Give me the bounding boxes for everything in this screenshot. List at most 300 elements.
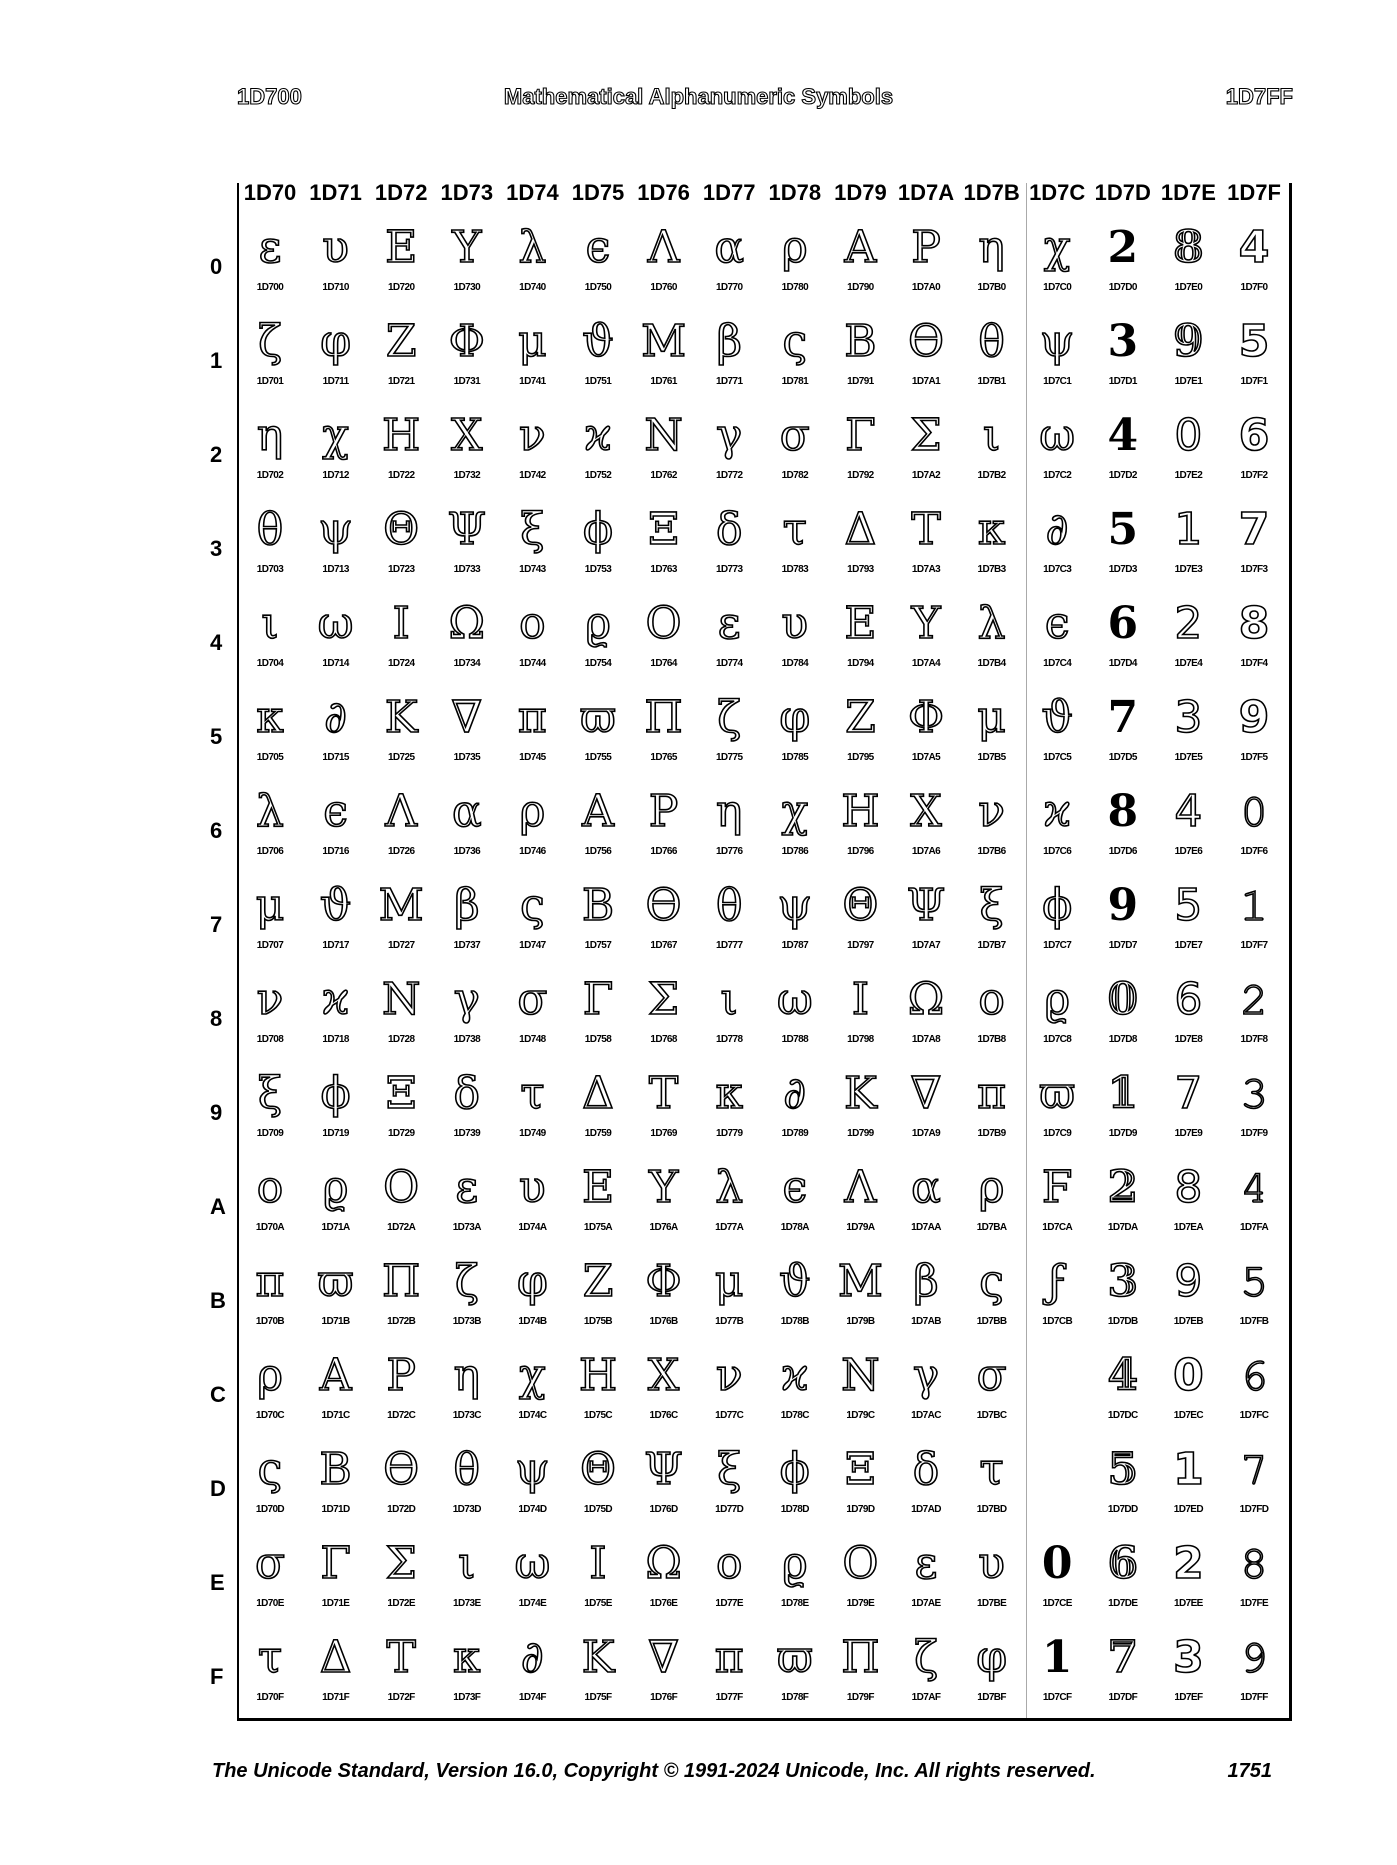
chart-cell: [434, 970, 500, 1064]
chart-cell: [237, 1534, 303, 1628]
code-point-label: 1D7F3: [1240, 564, 1268, 575]
chart-cell: [762, 1440, 828, 1534]
code-point-label: 1D7C5: [1043, 752, 1072, 763]
glyph: τ: [257, 1632, 283, 1683]
glyph: ϱ: [781, 1538, 808, 1589]
code-point-label: 1D7EC: [1173, 1410, 1204, 1421]
glyph: Ρ: [911, 222, 941, 273]
chart-cell: [1155, 688, 1221, 782]
code-point-label: 1D713: [322, 564, 349, 575]
glyph: Τ: [648, 1068, 679, 1119]
glyph: 𝟣: [1174, 504, 1203, 555]
chart-cell: [631, 406, 697, 500]
chart-cell: [631, 312, 697, 406]
chart-cell: [565, 218, 631, 312]
glyph: Ν: [381, 974, 421, 1025]
chart-cell: [762, 688, 828, 782]
code-point-label: 1D75F: [584, 1692, 612, 1703]
code-point-label: 1D75C: [583, 1410, 613, 1421]
chart-cell: [893, 1440, 959, 1534]
chart-cell: [368, 970, 434, 1064]
code-point-label: 1D787: [781, 940, 809, 951]
code-point-label: 1D73E: [453, 1598, 481, 1609]
chart-cell: [434, 1346, 500, 1440]
code-point-label: 1D7A8: [911, 1034, 941, 1045]
code-point-label: 1D740: [519, 282, 546, 293]
page-title: Mathematical Alphanumeric Symbols: [503, 84, 894, 109]
code-point-label: 1D7BB: [976, 1316, 1007, 1327]
glyph: 𝟴: [1238, 598, 1270, 649]
glyph: 𝟒: [1107, 410, 1139, 461]
chart-cell: [434, 218, 500, 312]
chart-cell: [827, 1534, 893, 1628]
code-point-label: 1D7AA: [911, 1222, 941, 1233]
glyph: 𝟵: [1238, 692, 1270, 743]
column-header: 1D78: [768, 180, 822, 205]
chart-cell: [1024, 1534, 1090, 1628]
code-point-label: 1D74D: [518, 1504, 547, 1515]
code-point-label: 1D7F6: [1240, 846, 1268, 857]
code-point-label: 1D7B0: [977, 282, 1006, 293]
code-point-label: 1D794: [847, 658, 874, 669]
code-point-label: 1D7C3: [1043, 564, 1072, 575]
code-point-label: 1D7BD: [976, 1504, 1007, 1515]
code-point-label: 1D7DB: [1107, 1316, 1138, 1327]
chart-cell: [631, 1252, 697, 1346]
code-point-label: 1D76C: [649, 1410, 678, 1421]
row-header: 2: [210, 442, 223, 467]
glyph: 𝟮: [1173, 1538, 1204, 1589]
glyph: Ζ: [582, 1256, 614, 1307]
glyph: Λ: [647, 222, 680, 273]
chart-cell: [959, 1252, 1025, 1346]
glyph: 𝟫: [1174, 1256, 1203, 1307]
chart-cell: [237, 782, 303, 876]
code-point-label: 1D7D3: [1108, 564, 1137, 575]
chart-cell: [827, 688, 893, 782]
code-point-label: 1D7AC: [911, 1410, 941, 1421]
chart-cell: [1221, 688, 1287, 782]
chart-cell: [631, 1534, 697, 1628]
row-header: 7: [210, 912, 223, 937]
code-point-label: 1D779: [715, 1128, 743, 1139]
glyph: ϑ: [582, 316, 614, 367]
chart-cell: [696, 782, 762, 876]
range-start-label: 1D700: [237, 84, 302, 109]
glyph: ν: [519, 410, 546, 461]
chart-cell: [893, 1158, 959, 1252]
glyph: μ: [714, 1256, 744, 1307]
chart-cell: [565, 312, 631, 406]
code-point-label: 1D70A: [255, 1222, 285, 1233]
chart-cell: [762, 406, 828, 500]
glyph: Γ: [845, 410, 876, 461]
chart-cell: [565, 594, 631, 688]
glyph: 𝟩: [1174, 1068, 1203, 1119]
chart-cell: [696, 1064, 762, 1158]
glyph: 𝟲: [1238, 410, 1270, 461]
code-point-label: 1D762: [650, 470, 677, 481]
code-point-label: 1D7E9: [1174, 1128, 1203, 1139]
code-point-label: 1D719: [322, 1128, 349, 1139]
code-point-label: 1D7E7: [1174, 940, 1203, 951]
glyph: ι: [458, 1538, 476, 1589]
code-point-label: 1D73C: [452, 1410, 481, 1421]
chart-cell: [893, 688, 959, 782]
glyph: Κ: [843, 1068, 877, 1119]
chart-cell: [434, 1534, 500, 1628]
code-point-label: 1D71B: [321, 1316, 350, 1327]
chart-cell: [499, 594, 565, 688]
code-point-label: 1D765: [650, 752, 677, 763]
chart-cell: [696, 876, 762, 970]
chart-cell: [499, 218, 565, 312]
chart-cell: [1024, 970, 1090, 1064]
code-point-label: 1D786: [781, 846, 809, 857]
chart-cell: [959, 312, 1025, 406]
glyph: ν: [256, 974, 284, 1025]
glyph: Β: [844, 316, 877, 367]
code-point-label: 1D7E1: [1174, 376, 1203, 387]
code-point-label: 1D79C: [846, 1410, 875, 1421]
code-point-label: 1D767: [650, 940, 677, 951]
code-point-label: 1D797: [847, 940, 874, 951]
code-point-label: 1D736: [453, 846, 481, 857]
glyph: ι: [982, 410, 1001, 461]
code-point-label: 1D7DF: [1108, 1692, 1138, 1703]
chart-cell: [434, 406, 500, 500]
code-point-label: 1D7ED: [1173, 1504, 1204, 1515]
code-point-label: 1D7B9: [977, 1128, 1006, 1139]
chart-cell: [1024, 876, 1090, 970]
chart-cell: [959, 1346, 1025, 1440]
glyph: ι: [720, 974, 738, 1025]
glyph: 𝟺: [1239, 1162, 1269, 1213]
glyph: Η: [382, 410, 421, 461]
chart-cell: [565, 1534, 631, 1628]
code-point-label: 1D796: [847, 846, 874, 857]
code-point-label: 1D7BF: [977, 1692, 1006, 1703]
glyph: ι: [261, 598, 279, 649]
chart-cell: [237, 688, 303, 782]
glyph: Σ: [910, 410, 942, 461]
glyph: υ: [781, 598, 809, 649]
chart-cell: [1090, 406, 1156, 500]
chart-cell: [893, 406, 959, 500]
glyph: ∂: [783, 1068, 807, 1119]
chart-cell: [696, 1440, 762, 1534]
code-point-label: 1D7AD: [911, 1504, 941, 1515]
code-point-label: 1D7DE: [1108, 1598, 1138, 1609]
glyph: Υ: [452, 222, 482, 273]
chart-cell: [827, 876, 893, 970]
code-point-label: 1D750: [584, 282, 612, 293]
chart-cell: [959, 594, 1025, 688]
glyph: δ: [715, 504, 743, 555]
chart-cell: [1024, 406, 1090, 500]
chart-cell: [959, 500, 1025, 594]
code-point-label: 1D788: [781, 1034, 809, 1045]
glyph: ω: [1039, 410, 1076, 461]
code-point-label: 1D751: [584, 376, 612, 387]
glyph: Χ: [647, 1350, 680, 1401]
chart-cell: [1024, 500, 1090, 594]
code-point-label: 1D735: [453, 752, 481, 763]
code-point-label: 1D77D: [715, 1504, 744, 1515]
chart-cell: [434, 1440, 500, 1534]
glyph: ψ: [777, 880, 813, 931]
glyph: η: [453, 1350, 480, 1401]
glyph: ϴ: [907, 316, 945, 367]
glyph: ε: [717, 598, 741, 649]
code-point-label: 1D73A: [452, 1222, 481, 1233]
chart-cell: [762, 1534, 828, 1628]
chart-cell: [1155, 406, 1221, 500]
chart-cell: [631, 1440, 697, 1534]
code-point-label: 1D755: [584, 752, 612, 763]
code-point-label: 1D7DD: [1107, 1504, 1138, 1515]
code-point-label: 1D7A1: [911, 376, 941, 387]
chart-cell: [1090, 1064, 1156, 1158]
glyph: Χ: [451, 410, 483, 461]
code-point-label: 1D737: [453, 940, 481, 951]
chart-cell: [368, 1628, 434, 1722]
glyph: Π: [644, 692, 683, 743]
glyph: υ: [978, 1538, 1005, 1589]
glyph: 𝟞: [1107, 1538, 1139, 1589]
glyph: 𝟷: [1239, 880, 1269, 931]
glyph: ∂: [521, 1632, 544, 1683]
chart-cell: [565, 500, 631, 594]
code-point-label: 1D763: [650, 564, 677, 575]
glyph: ϕ: [779, 1444, 810, 1495]
chart-cell: [499, 1628, 565, 1722]
code-point-label: 1D75D: [583, 1504, 613, 1515]
chart-cell: [631, 218, 697, 312]
code-point-label: 1D7F1: [1240, 376, 1268, 387]
code-point-label: 1D720: [387, 282, 415, 293]
chart-cell: [631, 688, 697, 782]
chart-cell: [827, 782, 893, 876]
code-point-label: 1D78C: [780, 1410, 809, 1421]
code-point-label: 1D757: [584, 940, 612, 951]
code-point-label: 1D7AF: [911, 1692, 941, 1703]
glyph: φ: [320, 316, 351, 367]
chart-cell: [1155, 1346, 1221, 1440]
glyph: 𝟚: [1107, 1162, 1139, 1213]
glyph: Χ: [910, 786, 942, 837]
chart-cell: [696, 1346, 762, 1440]
glyph: ε: [258, 222, 282, 273]
chart-cell: [565, 1158, 631, 1252]
glyph: 𝟐: [1107, 222, 1139, 273]
glyph: ζ: [258, 316, 282, 367]
glyph: Ψ: [447, 504, 487, 555]
chart-cell: [893, 876, 959, 970]
chart-cell: [827, 500, 893, 594]
chart-cell: [237, 1628, 303, 1722]
chart-cell: [1024, 312, 1090, 406]
code-point-label: 1D7FD: [1239, 1504, 1269, 1515]
chart-cell: [631, 782, 697, 876]
chart-cell: [303, 500, 369, 594]
column-header: 1D7D: [1094, 180, 1151, 205]
glyph: Ρ: [386, 1350, 416, 1401]
glyph: 𝟖: [1107, 786, 1139, 837]
glyph: 𝟹: [1239, 1068, 1269, 1119]
chart-cell: [1090, 876, 1156, 970]
glyph: δ: [912, 1444, 940, 1495]
glyph: β: [913, 1256, 939, 1307]
glyph: Ν: [644, 410, 683, 461]
glyph: ϴ: [383, 1444, 420, 1495]
code-point-label: 1D77E: [715, 1598, 743, 1609]
glyph: 𝟳: [1238, 504, 1270, 555]
code-point-label: 1D745: [519, 752, 546, 763]
chart-cell: [237, 1252, 303, 1346]
chart-cell: [368, 1534, 434, 1628]
chart-cell: [631, 1346, 697, 1440]
chart-cell: [762, 594, 828, 688]
chart-cell: [303, 1534, 369, 1628]
chart-cell: [1090, 1534, 1156, 1628]
glyph: χ: [322, 410, 349, 461]
code-point-label: 1D7FF: [1240, 1692, 1268, 1703]
code-point-label: 1D71D: [321, 1504, 350, 1515]
glyph: Κ: [384, 692, 418, 743]
glyph: ω: [776, 974, 813, 1025]
glyph: σ: [254, 1538, 286, 1589]
chart-cell: [499, 970, 565, 1064]
chart-cell: [762, 218, 828, 312]
column-header: 1D7C: [1029, 180, 1086, 205]
chart-cell: [434, 312, 500, 406]
chart-cell: [499, 688, 565, 782]
chart-cell: [237, 970, 303, 1064]
glyph: ε: [455, 1162, 479, 1213]
glyph: β: [716, 316, 742, 367]
chart-cell: [303, 688, 369, 782]
code-point-label: 1D76F: [650, 1692, 678, 1703]
code-point-label: 1D704: [256, 658, 284, 669]
code-point-label: 1D7A5: [911, 752, 941, 763]
code-point-label: 1D7C6: [1043, 846, 1072, 857]
code-point-label: 1D732: [453, 470, 481, 481]
chart-cell: [1221, 1628, 1287, 1722]
code-point-label: 1D79F: [846, 1692, 874, 1703]
row-header: 9: [210, 1100, 223, 1125]
chart-cell: [631, 1064, 697, 1158]
code-point-label: 1D761: [650, 376, 677, 387]
code-point-label: 1D7FA: [1239, 1222, 1269, 1233]
glyph: ∇: [910, 1068, 942, 1119]
chart-cell: [434, 1064, 500, 1158]
chart-cell: [1090, 970, 1156, 1064]
chart-cell: [696, 218, 762, 312]
chart-cell: [303, 218, 369, 312]
chart-cell: [827, 1628, 893, 1722]
code-point-label: 1D7CF: [1042, 1692, 1072, 1703]
code-point-label: 1D70C: [255, 1410, 285, 1421]
code-point-label: 1D72A: [387, 1222, 416, 1233]
glyph: 𝟗: [1107, 880, 1139, 931]
glyph: ∇: [451, 692, 483, 743]
code-point-label: 1D71E: [321, 1598, 350, 1609]
code-point-label: 1D738: [453, 1034, 481, 1045]
glyph: Ψ: [906, 880, 946, 931]
code-point-label: 1D785: [781, 752, 809, 763]
glyph: ο: [978, 974, 1005, 1025]
code-point-label: 1D777: [715, 940, 743, 951]
chart-cell: [237, 500, 303, 594]
code-point-label: 1D795: [847, 752, 874, 763]
chart-cell: [237, 1440, 303, 1534]
glyph: ϖ: [1039, 1068, 1076, 1119]
glyph: 𝟟: [1107, 1632, 1139, 1683]
glyph: η: [978, 222, 1005, 273]
code-point-label: 1D76D: [649, 1504, 678, 1515]
row-header: 1: [210, 348, 223, 373]
glyph: ο: [256, 1162, 284, 1213]
chart-cell: [827, 1158, 893, 1252]
code-point-label: 1D72E: [387, 1598, 415, 1609]
glyph: 𝟢: [1174, 410, 1203, 461]
chart-cell: [631, 500, 697, 594]
chart-cell: [762, 1252, 828, 1346]
glyph: π: [977, 1068, 1007, 1119]
code-point-label: 1D768: [650, 1034, 677, 1045]
glyph: ξ: [717, 1444, 742, 1495]
chart-cell: [303, 1440, 369, 1534]
glyph: ψ: [1039, 316, 1075, 367]
code-point-label: 1D776: [715, 846, 743, 857]
chart-cell: [303, 406, 369, 500]
glyph: 𝟾: [1239, 1538, 1269, 1589]
glyph: λ: [715, 1162, 744, 1213]
glyph: Ε: [844, 598, 877, 649]
chart-cell: [959, 876, 1025, 970]
glyph: 𝟛: [1107, 1256, 1139, 1307]
glyph: ρ: [257, 1350, 283, 1401]
chart-cell: [1090, 500, 1156, 594]
glyph: 𝟱: [1238, 316, 1270, 367]
code-point-label: 1D78E: [781, 1598, 809, 1609]
glyph: ο: [715, 1538, 743, 1589]
glyph: ο: [519, 598, 546, 649]
glyph: Υ: [649, 1162, 679, 1213]
code-point-label: 1D77F: [715, 1692, 743, 1703]
chart-cell: [959, 1628, 1025, 1722]
glyph: ϑ: [1041, 692, 1073, 743]
chart-cell: [959, 406, 1025, 500]
code-point-label: 1D7C0: [1043, 282, 1072, 293]
glyph: 𝟝: [1107, 1444, 1139, 1495]
chart-cell: [1024, 1628, 1090, 1722]
glyph: ν: [715, 1350, 743, 1401]
chart-cell: [959, 1440, 1025, 1534]
glyph: π: [255, 1256, 285, 1307]
glyph: 𝟬: [1173, 1350, 1204, 1401]
glyph: 𝟶: [1239, 786, 1269, 837]
chart-cell: [762, 312, 828, 406]
code-point-label: 1D7B5: [977, 752, 1006, 763]
chart-cell: [893, 1064, 959, 1158]
chart-cell: [565, 782, 631, 876]
chart-cell: [827, 594, 893, 688]
glyph: ϕ: [1042, 880, 1073, 931]
code-point-label: 1D743: [519, 564, 546, 575]
code-point-label: 1D79D: [846, 1504, 875, 1515]
